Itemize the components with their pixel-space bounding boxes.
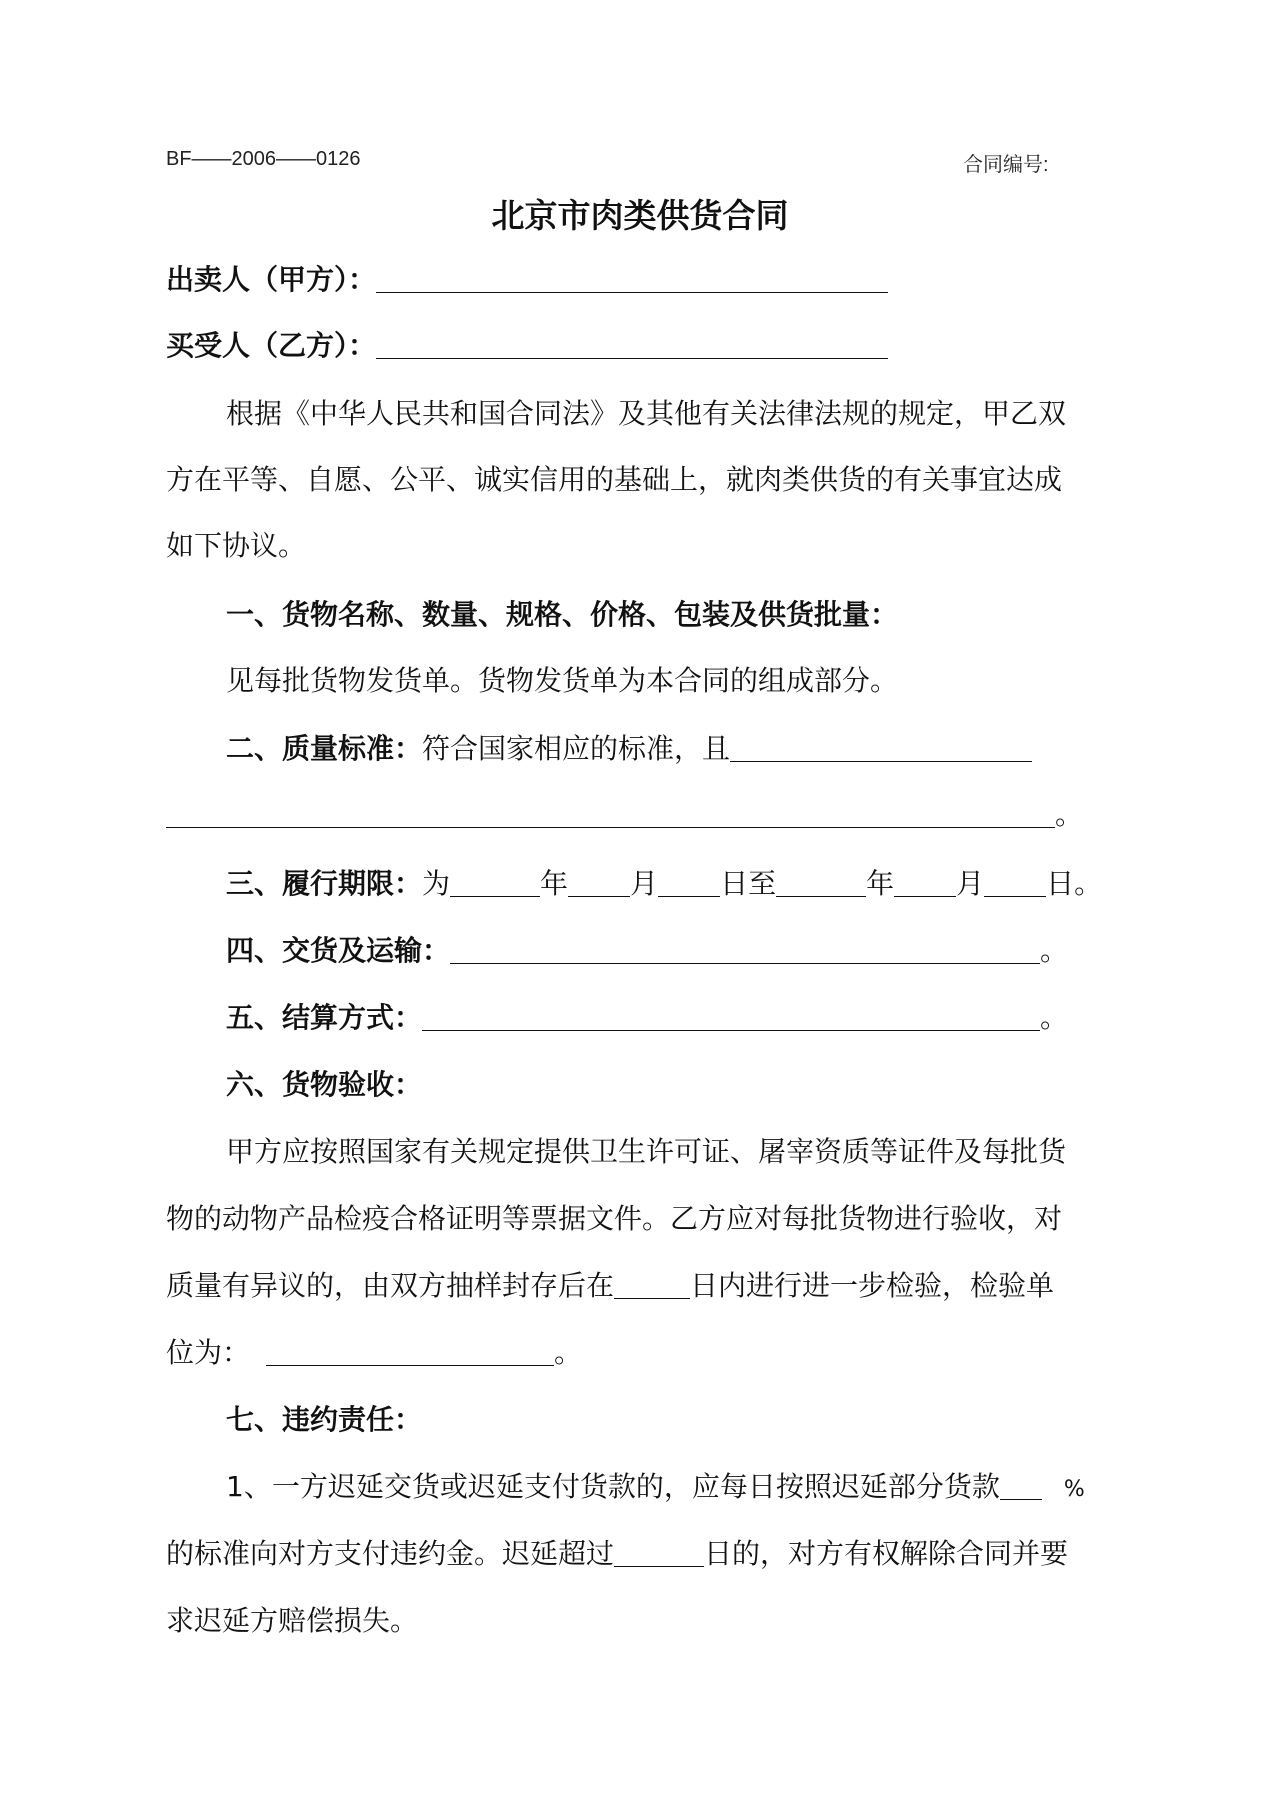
preamble-line-2: 方在平等、自愿、公平、诚实信用的基础上，就肉类供货的有关事宜达成 — [166, 463, 1063, 496]
penalty-text-a: 1、一方迟延交货或迟延支付货款的，应每日按照迟延部分货款 — [226, 1470, 1000, 1503]
start-year-label: 年 — [540, 867, 569, 900]
section-6-line-3 — [166, 1268, 1054, 1304]
section-3-heading: 三、履行期限： — [226, 867, 423, 900]
end-day-blank[interactable] — [984, 866, 1046, 897]
seller-label: 出卖人（甲方）： — [166, 263, 377, 296]
seller-row — [166, 262, 888, 298]
section-4-heading: 四、交货及运输： — [226, 934, 451, 967]
start-year-blank[interactable] — [450, 866, 540, 897]
section-2-continuation — [166, 797, 1083, 833]
end-month-blank[interactable] — [894, 866, 956, 897]
section-4-end: 。 — [1040, 934, 1069, 967]
start-day-label: 日至 — [720, 867, 777, 900]
section-2-text: 符合国家相应的标准，且 — [422, 732, 731, 765]
section-7-clause-1-line-3: 求迟延方赔偿损失。 — [166, 1604, 419, 1637]
inspection-unit-label: 位为： — [166, 1336, 251, 1369]
buyer-name-blank[interactable] — [376, 328, 888, 359]
section-2-heading: 二、质量标准： — [226, 732, 423, 765]
section-1-body: 见每批货物发货单。货物发货单为本合同的组成部分。 — [226, 664, 899, 697]
penalty-text-c: 日的，对方有权解除合同并要 — [704, 1537, 1069, 1570]
section-2-row — [226, 731, 1032, 767]
contract-number-label: 合同编号: — [963, 154, 1049, 176]
delay-days-blank[interactable] — [614, 1536, 704, 1567]
inspection-days-blank[interactable] — [614, 1268, 690, 1299]
term-wei: 为 — [422, 867, 451, 900]
penalty-rate-blank[interactable] — [1000, 1469, 1042, 1500]
section-3-row — [226, 866, 1102, 902]
section-2-end: 。 — [1055, 798, 1084, 831]
inspection-text-a: 质量有异议的，由双方抽样封存后在 — [166, 1269, 615, 1302]
percent-sign: % — [1063, 1477, 1085, 1502]
section-6-line-4 — [166, 1335, 582, 1371]
settlement-method-blank[interactable] — [422, 1000, 1040, 1031]
quality-standard-blank-2[interactable] — [166, 797, 1055, 828]
delivery-transport-blank[interactable] — [450, 933, 1040, 964]
end-year-blank[interactable] — [776, 866, 866, 897]
penalty-text-b: 的标准向对方支付违约金。迟延超过 — [166, 1537, 615, 1570]
section-6-line-2: 物的动物产品检疫合格证明等票据文件。乙方应对每批货物进行验收，对 — [166, 1202, 1063, 1235]
preamble-line-1: 根据《中华人民共和国合同法》及其他有关法律法规的规定，甲乙双 — [226, 397, 1067, 430]
end-day-label: 日。 — [1046, 867, 1103, 900]
start-day-blank[interactable] — [658, 866, 720, 897]
inspection-text-b: 日内进行进一步检验，检验单 — [690, 1269, 1055, 1302]
preamble-line-3: 如下协议。 — [166, 529, 307, 562]
section-7-clause-1-line-1 — [226, 1469, 1085, 1508]
contract-title: 北京市肉类供货合同 — [491, 196, 789, 235]
section-6-line-1: 甲方应按照国家有关规定提供卫生许可证、屠宰资质等证件及每批货 — [226, 1135, 1067, 1168]
section-5-heading: 五、结算方式： — [226, 1001, 423, 1034]
inspection-unit-blank[interactable] — [266, 1335, 554, 1366]
section-6-end: 。 — [554, 1336, 583, 1369]
end-month-label: 月 — [956, 867, 985, 900]
buyer-label: 买受人（乙方）： — [166, 329, 377, 362]
document-code: BF——2006——0126 — [166, 148, 361, 170]
start-month-label: 月 — [630, 867, 659, 900]
end-year-label: 年 — [866, 867, 895, 900]
buyer-row — [166, 328, 888, 364]
seller-name-blank[interactable] — [376, 262, 888, 293]
section-1-heading: 一、货物名称、数量、规格、价格、包装及供货批量： — [226, 598, 899, 631]
start-month-blank[interactable] — [568, 866, 630, 897]
section-7-clause-1-line-2 — [166, 1536, 1068, 1572]
section-5-row — [226, 1000, 1068, 1036]
section-7-heading: 七、违约责任： — [226, 1403, 423, 1436]
section-5-end: 。 — [1040, 1001, 1069, 1034]
quality-standard-blank[interactable] — [730, 731, 1032, 762]
section-4-row — [226, 933, 1068, 969]
section-6-heading: 六、货物验收： — [226, 1068, 423, 1101]
